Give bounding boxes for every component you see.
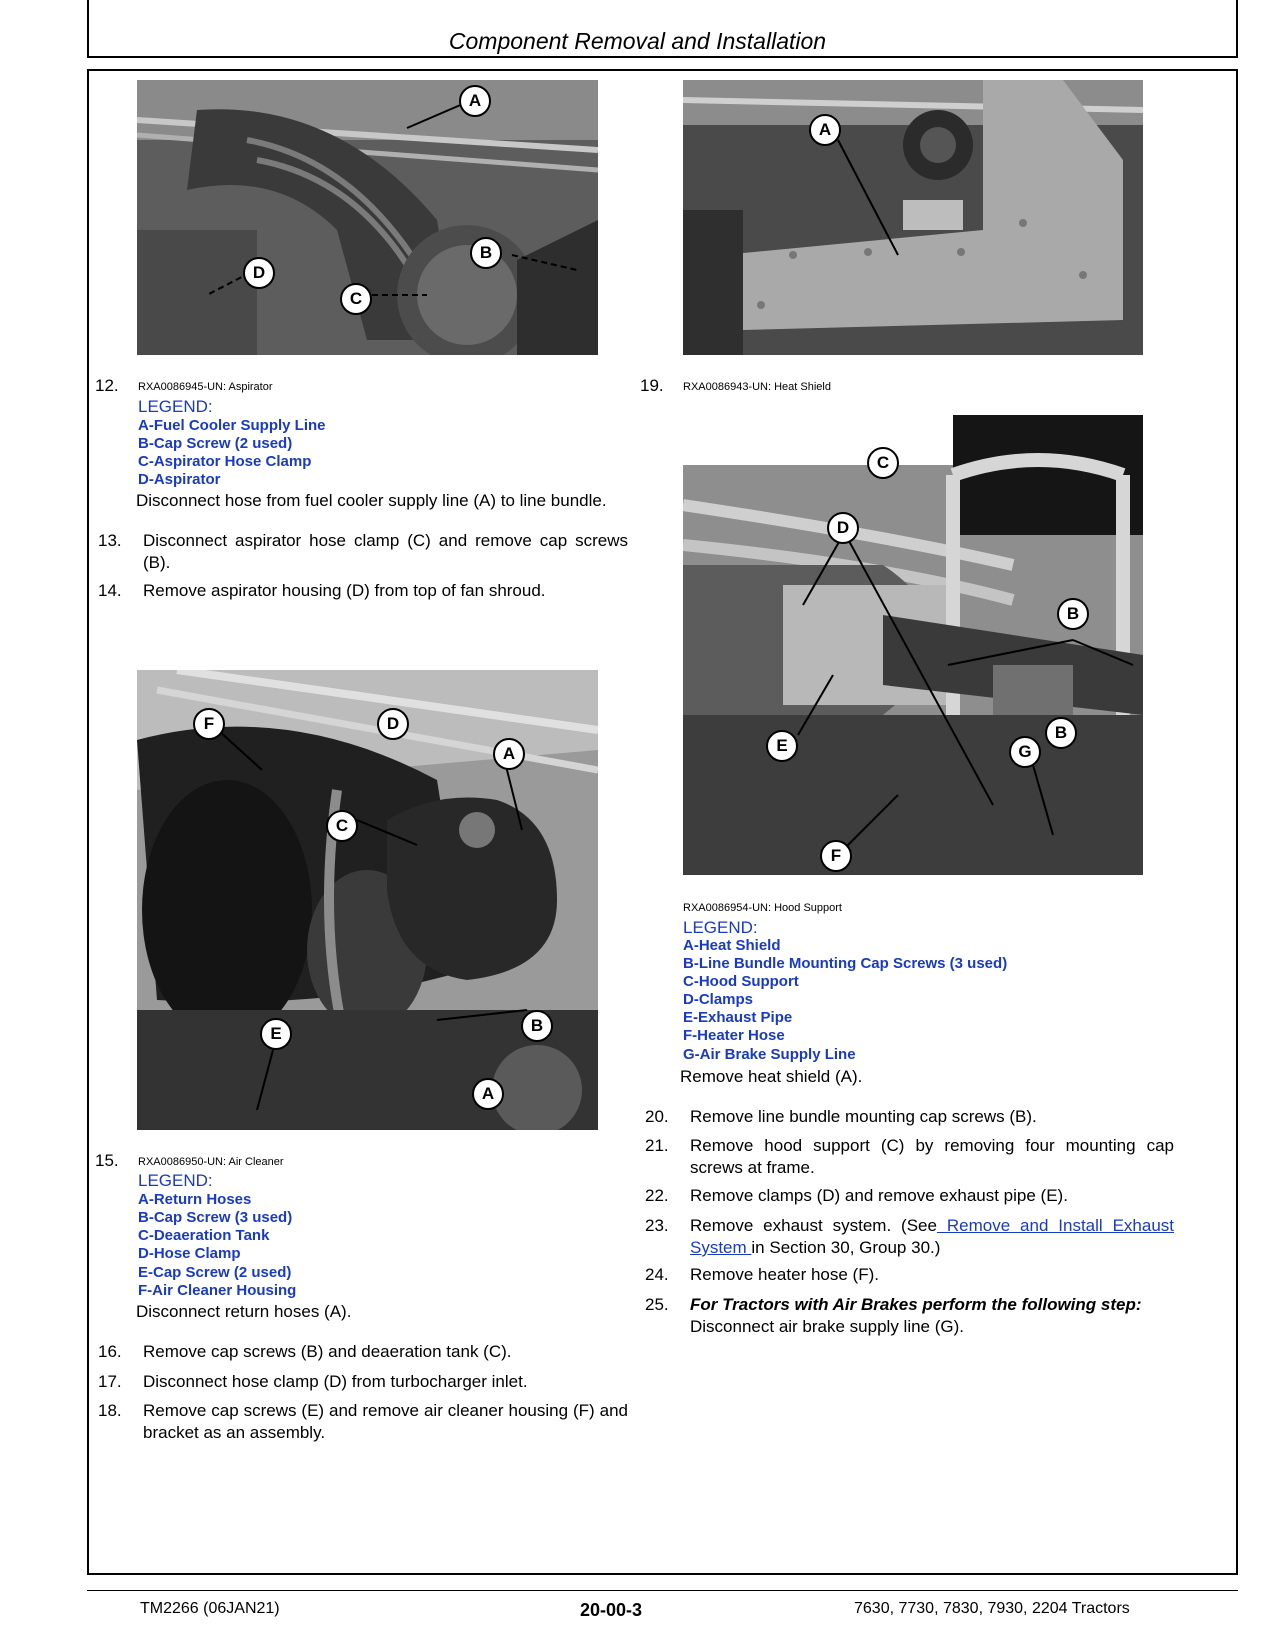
legend-title: LEGEND: [138, 397, 213, 416]
callout-c-fig3: C [326, 810, 358, 842]
legend-item: A-Heat Shield [683, 937, 781, 954]
step-text: Disconnect aspirator hose clamp (C) and remove cap screws (B). [143, 531, 628, 572]
callout-b-fig3: B [521, 1010, 553, 1042]
callout-a-fig2: A [809, 114, 841, 146]
callout-a-fig3-bottom: A [472, 1078, 504, 1110]
callout-b-fig4-top: B [1057, 598, 1089, 630]
legend-item: G-Air Brake Supply Line [683, 1046, 856, 1063]
step-number: 12. [95, 376, 119, 395]
callout-c-fig4: C [867, 447, 899, 479]
step-text: Disconnect hose clamp (D) from turbocharger inlet. [143, 1372, 528, 1391]
step-text: Remove clamps (D) and remove exhaust pipe (E). [690, 1186, 1068, 1205]
step-number: 14. [98, 581, 122, 600]
callout-a-fig3-top: A [493, 738, 525, 770]
step-number: 15. [95, 1151, 119, 1170]
step-number: 22. [645, 1186, 669, 1205]
step-number: 13. [98, 531, 122, 550]
legend-item: A-Return Hoses [138, 1191, 252, 1208]
step-text: Remove hood support (C) by removing four mounting cap screws at frame. [690, 1136, 1174, 1177]
legend-item: E-Cap Screw (2 used) [138, 1264, 292, 1281]
legend-title: LEGEND: [138, 1171, 213, 1190]
legend-item: B-Cap Screw (3 used) [138, 1209, 293, 1226]
step-number: 17. [98, 1372, 122, 1391]
figure-caption: RXA0086950-UN: Air Cleaner [138, 1156, 284, 1168]
callout-d-fig1: D [243, 257, 275, 289]
step-number: 20. [645, 1107, 669, 1126]
step-text: Remove heat shield (A). [680, 1067, 863, 1086]
legend-item: D-Aspirator [138, 471, 221, 488]
step-text: Remove aspirator housing (D) from top of fan shroud. [143, 581, 546, 600]
callout-d-fig4: D [827, 512, 859, 544]
step-number: 25. [645, 1295, 669, 1314]
step-text [690, 1215, 1174, 1259]
figure-caption: RXA0086954-UN: Hood Support [683, 902, 842, 914]
legend-item: F-Heater Hose [683, 1027, 785, 1044]
step-text: Remove heater hose (F). [690, 1265, 879, 1284]
exhaust-system-link[interactable]: Remove and Install Exhaust System [690, 1216, 1174, 1257]
step-text: Remove cap screws (B) and deaeration tank (C). [143, 1342, 512, 1361]
step-text-body: Disconnect air brake supply line (G). [690, 1317, 965, 1336]
callout-d-fig3: D [377, 708, 409, 740]
callout-c-fig1: C [340, 283, 372, 315]
step-text: Remove cap screws (E) and remove air cleaner housing (F) and bracket as an assembly. [143, 1401, 628, 1442]
legend-item: E-Exhaust Pipe [683, 1009, 793, 1026]
step-number: 24. [645, 1265, 669, 1284]
callout-f-fig4: F [820, 840, 852, 872]
step-text [690, 1294, 1174, 1338]
step-text-post: in Section 30, Group 30.) [751, 1238, 941, 1257]
footer-models: 7630, 7730, 7830, 7930, 2204 Tractors [854, 1600, 1130, 1617]
callout-f-fig3: F [193, 708, 225, 740]
legend-item: C-Aspirator Hose Clamp [138, 453, 312, 470]
legend-item: B-Line Bundle Mounting Cap Screws (3 used) [683, 955, 1008, 972]
figure-caption: RXA0086945-UN: Aspirator [138, 381, 273, 393]
callout-e-fig3: E [260, 1018, 292, 1050]
callout-b-fig4-mid: B [1045, 717, 1077, 749]
step-number: 19. [640, 376, 664, 395]
hood-support-photo [683, 415, 1143, 875]
step-number: 21. [645, 1136, 669, 1155]
legend-item: D-Clamps [683, 991, 754, 1008]
callout-g-fig4: G [1009, 736, 1041, 768]
step-number: 23. [645, 1216, 669, 1235]
callout-e-fig4: E [766, 730, 798, 762]
step-number: 16. [98, 1342, 122, 1361]
callout-a-fig1: A [459, 85, 491, 117]
step-lead: For Tractors with Air Brakes perform the following step: [690, 1295, 1142, 1314]
legend-item: C-Deaeration Tank [138, 1227, 270, 1244]
footer-doc-id: TM2266 (06JAN21) [140, 1600, 280, 1617]
callout-b-fig1: B [470, 237, 502, 269]
legend-item: F-Air Cleaner Housing [138, 1282, 297, 1299]
page-title: Component Removal and Installation [448, 28, 827, 54]
legend-item: C-Hood Support [683, 973, 799, 990]
heat-shield-photo [683, 80, 1143, 355]
step-text: Remove line bundle mounting cap screws (B). [690, 1107, 1037, 1126]
step-text: Disconnect hose from fuel cooler supply line (A) to line bundle. [136, 491, 607, 510]
legend-item: A-Fuel Cooler Supply Line [138, 417, 326, 434]
footer-page-number: 20-00-3 [580, 1600, 643, 1620]
legend-item: B-Cap Screw (2 used) [138, 435, 293, 452]
aspirator-photo [137, 80, 598, 355]
legend-item: D-Hose Clamp [138, 1245, 241, 1262]
step-number: 18. [98, 1401, 122, 1420]
step-text-pre: Remove exhaust system. (See [690, 1216, 937, 1235]
legend-title: LEGEND: [683, 918, 758, 937]
step-text: Disconnect return hoses (A). [136, 1302, 352, 1321]
figure-caption: RXA0086943-UN: Heat Shield [683, 381, 831, 393]
footer-divider [87, 1590, 1238, 1591]
